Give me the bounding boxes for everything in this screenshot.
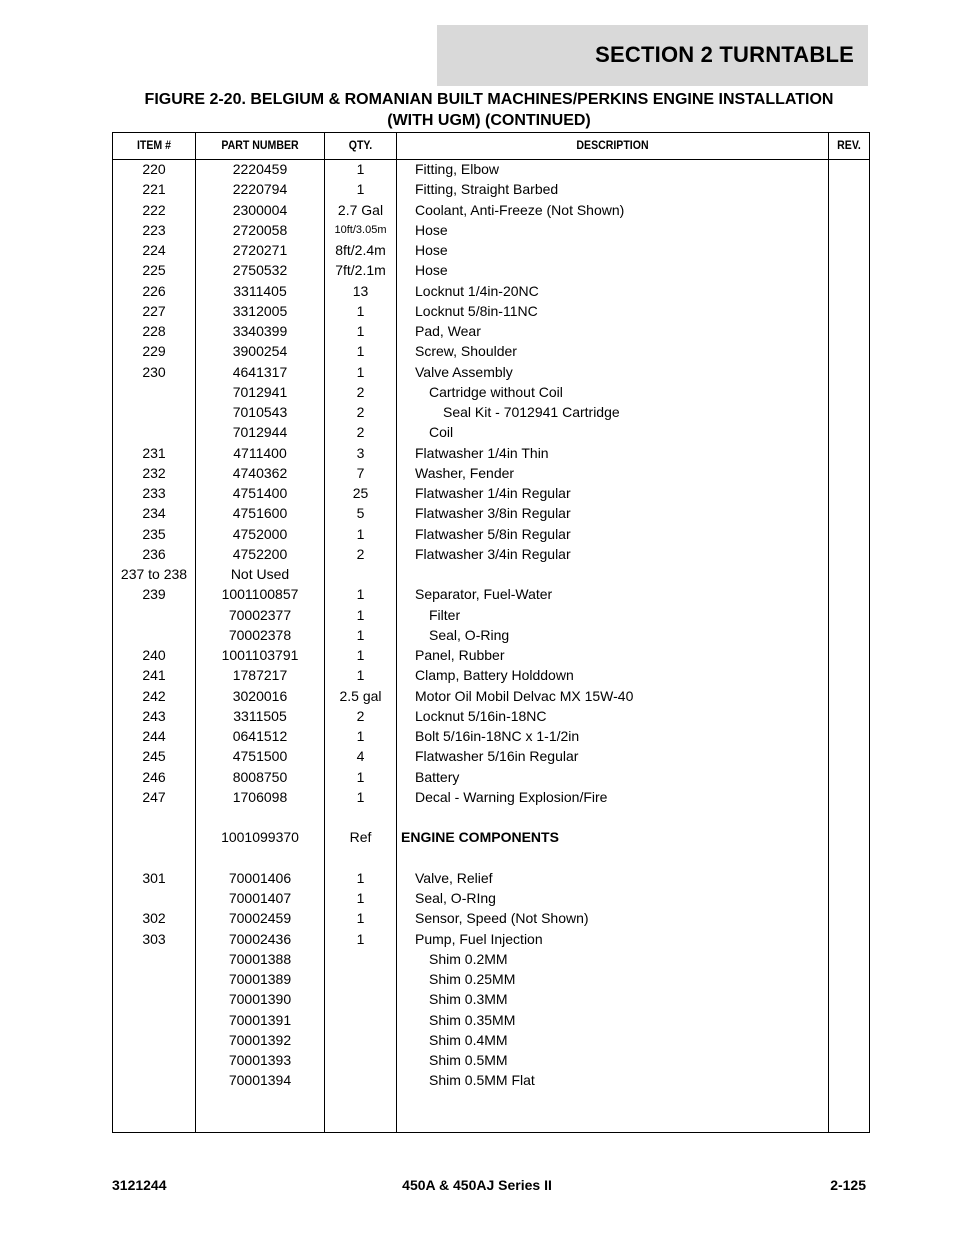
qty-cell: 1: [356, 323, 365, 339]
table-row: [113, 586, 869, 606]
description-cell: Locknut 1/4in-20NC: [415, 282, 539, 299]
item-cell: 235: [142, 525, 166, 542]
item-cell: 303: [142, 930, 166, 947]
qty-cell: 1: [356, 910, 365, 927]
qty-cell: 3: [356, 444, 365, 461]
description-cell: Fitting, Elbow: [415, 161, 500, 177]
qty-cell: 5: [356, 505, 365, 522]
part-number-cell: 4751500: [232, 748, 288, 765]
item-cell: 230: [142, 363, 166, 380]
description-cell: Flatwasher 3/4in Regular: [415, 545, 571, 562]
qty-cell: 2.7 Gal: [337, 201, 384, 218]
qty-cell: Ref: [349, 829, 372, 846]
part-number-cell: 3900254: [232, 343, 288, 360]
item-cell: 229: [142, 343, 166, 360]
table-row: [113, 769, 869, 789]
item-cell: 226: [142, 282, 166, 299]
description-cell: Shim 0.35MM: [429, 1011, 516, 1028]
description-cell: Filter: [429, 606, 461, 623]
description-cell: Seal, O-RIng: [415, 890, 496, 906]
qty-cell: 2: [356, 545, 365, 562]
footer-model: 450A & 450AJ Series II: [402, 1177, 552, 1193]
qty-cell: 1: [356, 606, 365, 623]
qty-cell: 1: [356, 161, 365, 177]
item-cell: 244: [142, 728, 166, 744]
part-number-cell: 1001099370: [221, 829, 299, 846]
item-cell: 231: [142, 444, 166, 461]
item-cell: 239: [142, 586, 166, 603]
part-number-cell: 70002459: [228, 910, 292, 927]
part-number-cell: 70002378: [228, 626, 292, 643]
part-number-cell: 7010543: [232, 404, 288, 420]
item-cell: 237 to 238: [120, 566, 188, 582]
part-number-cell: 70001407: [228, 890, 292, 906]
item-cell: 241: [142, 667, 166, 684]
qty-cell: 4: [356, 748, 365, 765]
description-cell: Coolant, Anti-Freeze (Not Shown): [415, 201, 625, 218]
qty-cell: 7: [356, 464, 365, 481]
table-row: [113, 748, 869, 768]
part-number-cell: 4641317: [232, 363, 288, 380]
description-cell: Clamp, Battery Holddown: [415, 667, 574, 684]
table-row: [113, 890, 869, 910]
part-number-cell: 70001406: [228, 869, 292, 886]
description-cell: Fitting, Straight Barbed: [415, 181, 559, 198]
table-row: [113, 951, 869, 971]
part-number-cell: 70001388: [228, 950, 292, 967]
qty-cell: 2: [356, 383, 365, 400]
item-cell: 301: [142, 869, 166, 886]
table-row: [113, 829, 869, 849]
part-number-cell: 70001393: [228, 1052, 292, 1068]
footer-doc-number: 3121244: [112, 1177, 167, 1193]
qty-cell: 1: [356, 363, 365, 380]
description-cell: Pad, Wear: [415, 323, 481, 339]
qty-cell: 1: [356, 586, 365, 603]
table-row: [113, 667, 869, 687]
header-qty: QTY.: [348, 138, 373, 152]
description-cell: Shim 0.4MM: [429, 1031, 508, 1048]
table-row: [113, 1072, 869, 1092]
part-number-cell: 3312005: [232, 302, 288, 319]
description-cell: Hose: [415, 242, 448, 258]
table-row: [113, 283, 869, 303]
table-row: [113, 1012, 869, 1032]
part-number-cell: 2720271: [232, 242, 288, 258]
item-cell: 223: [142, 221, 166, 238]
description-cell: Shim 0.2MM: [429, 950, 508, 967]
table-row: [113, 1032, 869, 1052]
table-row: [113, 181, 869, 201]
qty-cell: 1: [356, 728, 365, 744]
table-row: [113, 465, 869, 485]
table-row: [113, 627, 869, 647]
header-item: ITEM #: [136, 138, 172, 152]
qty-cell: 1: [356, 890, 365, 906]
qty-cell: 2: [356, 424, 365, 441]
part-number-cell: 4752000: [232, 525, 288, 542]
item-cell: 227: [142, 302, 166, 319]
part-number-cell: 70001390: [228, 991, 292, 1008]
description-cell: Shim 0.3MM: [429, 991, 508, 1008]
part-number-cell: 3311505: [233, 707, 287, 724]
part-number-cell: 1787217: [232, 667, 288, 684]
part-number-cell: 0641512: [232, 728, 288, 744]
qty-cell: 1: [356, 647, 365, 663]
description-cell: Locknut 5/16in-18NC: [415, 707, 547, 724]
part-number-cell: 4752200: [232, 545, 288, 562]
description-cell: Shim 0.5MM: [429, 1052, 508, 1068]
description-cell: Battery: [415, 768, 460, 785]
table-row: [113, 485, 869, 505]
part-number-cell: 70001392: [228, 1031, 292, 1048]
table-row: [113, 991, 869, 1011]
description-cell: Hose: [415, 221, 448, 238]
part-number-cell: 3311405: [233, 282, 287, 299]
description-cell: Hose: [415, 262, 448, 279]
qty-cell: 2.5 gal: [339, 687, 382, 704]
table-body: [113, 161, 869, 1093]
qty-cell: 1: [356, 343, 365, 360]
qty-cell: 7ft/2.1m: [335, 262, 386, 279]
qty-cell: 1: [356, 302, 365, 319]
description-cell: Panel, Rubber: [415, 647, 505, 663]
part-number-cell: 4740362: [232, 464, 288, 481]
qty-cell: 2: [356, 404, 365, 420]
part-number-cell: Not Used: [230, 566, 290, 582]
part-number-cell: 70001389: [228, 971, 292, 987]
part-number-cell: 2720058: [232, 221, 288, 238]
table-row: [113, 202, 869, 222]
table-row: [113, 708, 869, 728]
header-part-number: PART NUMBER: [221, 138, 299, 152]
item-cell: 240: [142, 647, 166, 663]
table-row: [113, 1052, 869, 1072]
parts-table: [112, 132, 870, 1133]
table-row: [113, 303, 869, 323]
part-number-cell: 70002436: [228, 930, 292, 947]
qty-cell: 1: [356, 626, 365, 643]
item-cell: 234: [142, 505, 166, 522]
item-cell: 232: [142, 464, 166, 481]
description-cell: Flatwasher 1/4in Regular: [415, 485, 571, 501]
qty-cell: 1: [356, 768, 365, 785]
item-cell: 221: [142, 181, 166, 198]
part-number-cell: 1001100857: [221, 586, 299, 603]
qty-cell: 8ft/2.4m: [335, 242, 386, 258]
item-cell: 222: [142, 201, 166, 218]
description-cell: Shim 0.25MM: [429, 971, 516, 987]
part-number-cell: 7012941: [232, 383, 288, 400]
description-cell: Valve, Relief: [415, 869, 493, 886]
table-row: [113, 971, 869, 991]
description-cell: Decal - Warning Explosion/Fire: [415, 788, 608, 805]
qty-cell: 10ft/3.05m: [334, 223, 387, 236]
item-cell: 233: [142, 485, 166, 501]
table-row: [113, 910, 869, 930]
table-row: [113, 566, 869, 586]
part-number-cell: 2750532: [232, 262, 288, 279]
figure-subtitle: (WITH UGM) (CONTINUED): [387, 112, 591, 129]
section-header: [437, 25, 868, 86]
table-row: [113, 242, 869, 262]
part-number-cell: 70002377: [228, 606, 292, 623]
qty-cell: 1: [356, 525, 365, 542]
qty-cell: 1: [356, 667, 365, 684]
item-cell: 236: [142, 545, 166, 562]
table-row: [113, 728, 869, 748]
qty-cell: 13: [352, 282, 369, 299]
table-row: [113, 445, 869, 465]
description-cell: Flatwasher 5/8in Regular: [415, 525, 571, 542]
description-cell: Flatwasher 5/16in Regular: [415, 748, 579, 765]
header-divider: [113, 159, 869, 160]
table-row: [113, 870, 869, 890]
description-cell: Pump, Fuel Injection: [415, 930, 543, 947]
part-number-cell: 4751400: [232, 485, 288, 501]
part-number-cell: 1001103791: [221, 647, 299, 663]
description-cell: Flatwasher 3/8in Regular: [415, 505, 571, 522]
part-number-cell: 4711400: [233, 444, 287, 461]
table-row: [113, 688, 869, 708]
part-number-cell: 7012944: [232, 424, 288, 441]
table-row: [113, 647, 869, 667]
description-cell: Seal, O-Ring: [429, 626, 510, 643]
table-row: [113, 526, 869, 546]
section-title: SECTION 2 TURNTABLE: [595, 42, 854, 67]
table-row: [113, 364, 869, 384]
description-cell: Cartridge without Coil: [429, 383, 563, 400]
table-row: [113, 424, 869, 444]
qty-cell: 25: [352, 485, 369, 501]
description-cell: Separator, Fuel-Water: [415, 586, 553, 603]
qty-cell: 1: [356, 181, 365, 198]
part-number-cell: 8008750: [232, 768, 288, 785]
table-row: [113, 404, 869, 424]
description-cell: Sensor, Speed (Not Shown): [415, 910, 589, 927]
description-cell: Flatwasher 1/4in Thin: [415, 444, 549, 461]
item-cell: 245: [142, 748, 166, 765]
part-number-cell: 70001391: [228, 1011, 292, 1028]
description-cell: Valve Assembly: [415, 363, 513, 380]
description-cell: Coil: [429, 424, 454, 441]
table-row: [113, 789, 869, 809]
table-row: [113, 343, 869, 363]
table-row: [113, 546, 869, 566]
qty-cell: 1: [356, 788, 365, 805]
item-cell: 224: [142, 242, 166, 258]
description-cell: Bolt 5/16in-18NC x 1-1/2in: [415, 728, 580, 744]
table-row: [113, 850, 869, 870]
item-cell: 220: [142, 161, 166, 177]
qty-cell: 1: [356, 869, 365, 886]
description-cell: Motor Oil Mobil Delvac MX 15W-40: [415, 687, 634, 704]
item-cell: 228: [142, 323, 166, 339]
part-number-cell: 3020016: [232, 687, 288, 704]
description-cell: Locknut 5/8in-11NC: [415, 302, 538, 319]
part-number-cell: 2220794: [232, 181, 288, 198]
table-row: [113, 809, 869, 829]
table-row: [113, 161, 869, 181]
table-row: [113, 384, 869, 404]
table-row: [113, 607, 869, 627]
table-row: [113, 323, 869, 343]
part-number-cell: 1706098: [232, 788, 288, 805]
figure-title: FIGURE 2-20. BELGIUM & ROMANIAN BUILT MACHINES/PERKINS ENGINE INSTALLATION: [144, 91, 834, 108]
part-number-cell: 4751600: [232, 505, 288, 522]
item-cell: 243: [142, 707, 166, 724]
part-number-cell: 70001394: [228, 1072, 292, 1089]
header-description: DESCRIPTION: [576, 138, 649, 152]
description-cell: Washer, Fender: [415, 464, 515, 481]
table-row: [113, 505, 869, 525]
table-row: [113, 931, 869, 951]
description-cell: Screw, Shoulder: [415, 343, 517, 360]
table-row: [113, 262, 869, 282]
qty-cell: 2: [356, 707, 365, 724]
item-cell: 225: [142, 262, 166, 279]
qty-cell: 1: [356, 930, 365, 947]
description-cell: ENGINE COMPONENTS: [401, 829, 559, 846]
header-rev: REV.: [837, 138, 861, 152]
description-cell: Seal Kit - 7012941 Cartridge: [443, 404, 620, 420]
item-cell: 302: [142, 910, 166, 927]
item-cell: 247: [142, 788, 166, 805]
item-cell: 246: [142, 768, 166, 785]
part-number-cell: 3340399: [232, 323, 288, 339]
part-number-cell: 2300004: [232, 201, 288, 218]
item-cell: 242: [142, 687, 166, 704]
part-number-cell: 2220459: [232, 161, 288, 177]
description-cell: Shim 0.5MM Flat: [429, 1072, 535, 1089]
table-row: [113, 222, 869, 242]
footer-page-number: 2-125: [830, 1177, 866, 1193]
